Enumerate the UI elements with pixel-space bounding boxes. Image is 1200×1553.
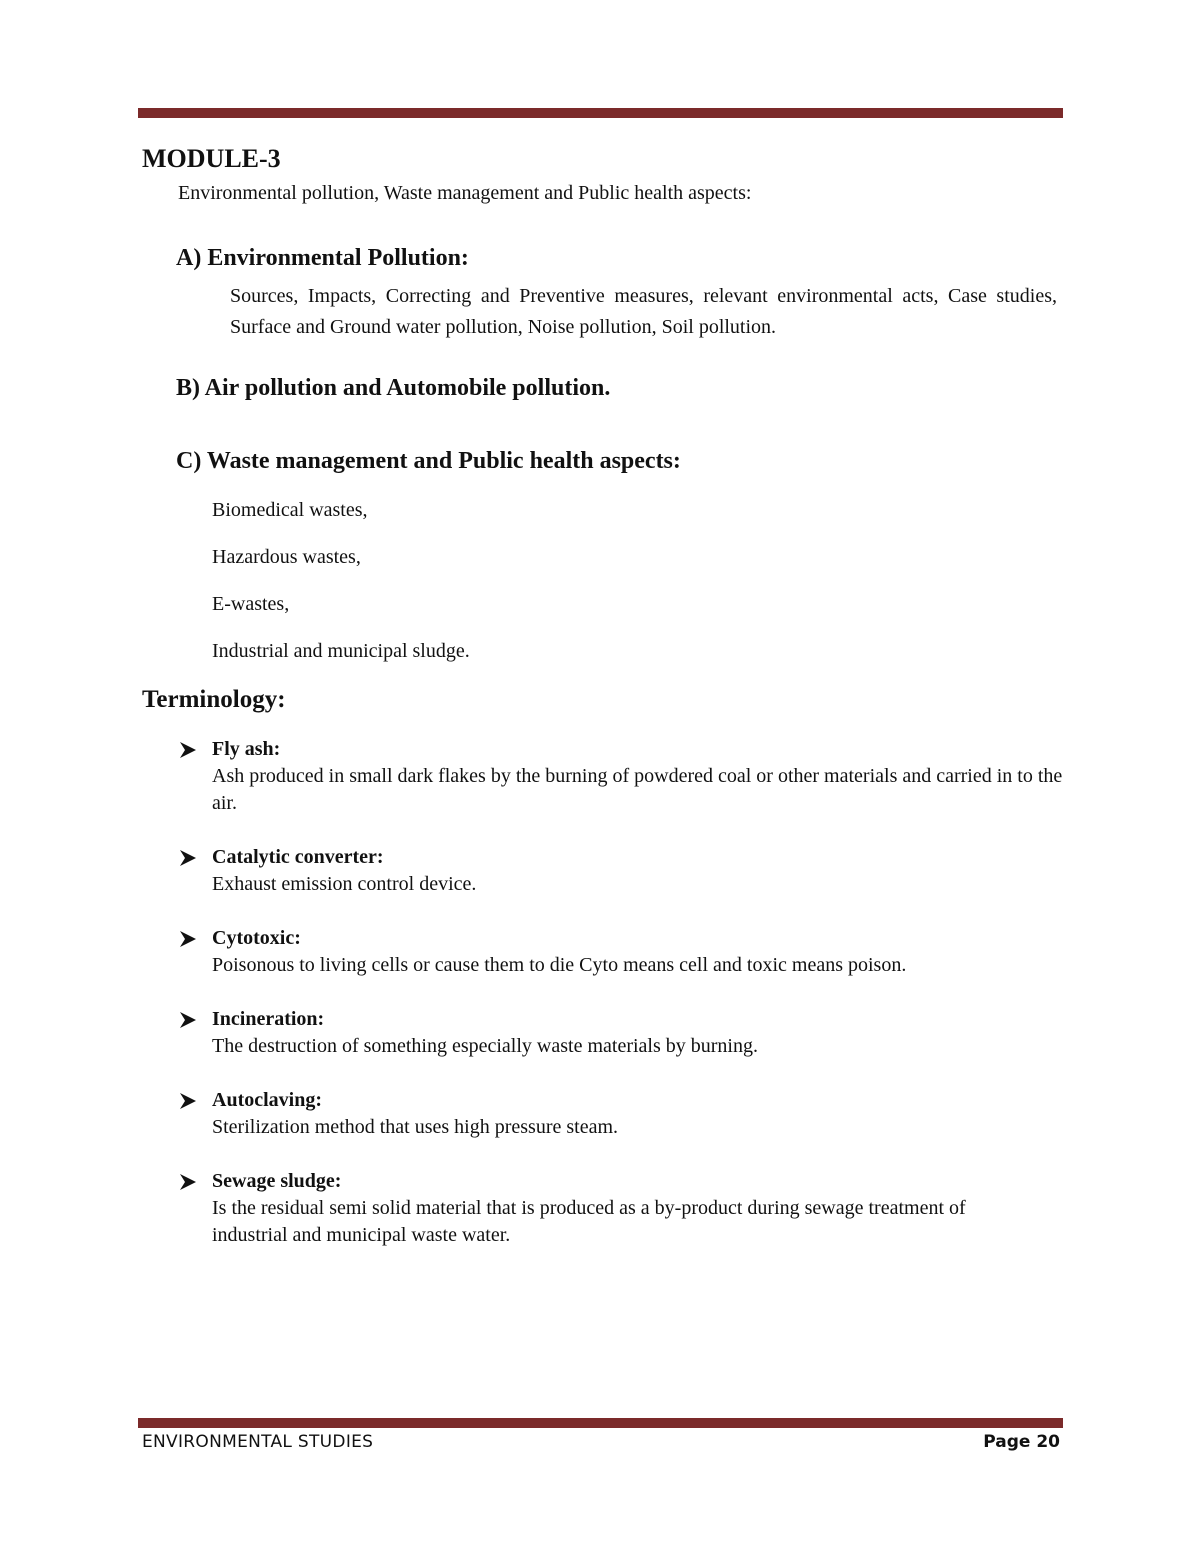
waste-item: Industrial and municipal sludge. — [212, 640, 470, 662]
term-name: Fly ash: — [212, 738, 281, 760]
term-definition: Is the residual semi solid material that is produced as a by-product during sewage treatment of industrial and municipal waste water. — [212, 1197, 966, 1246]
term-incineration — [178, 1006, 1068, 1060]
terminology-title: Terminology: — [142, 686, 286, 713]
waste-item: Biomedical wastes, — [212, 499, 368, 521]
arrowhead-bullet-icon — [178, 1091, 198, 1111]
term-definition: Ash produced in small dark flakes by the burning of powdered coal or other materials and carried in to the air. — [212, 765, 1063, 814]
term-autoclaving — [178, 1087, 1068, 1141]
term-name: Catalytic converter: — [212, 846, 384, 868]
term-fly-ash — [178, 736, 1068, 817]
page-number: Page 20 — [983, 1432, 1060, 1452]
arrowhead-bullet-icon — [178, 929, 198, 949]
arrowhead-bullet-icon — [178, 740, 198, 760]
waste-item: E-wastes, — [212, 593, 290, 615]
section-a-heading: A) Environmental Pollution: — [176, 245, 469, 271]
section-c-heading: C) Waste management and Public health aspects: — [176, 448, 681, 474]
section-b-heading: B) Air pollution and Automobile pollution. — [176, 375, 611, 401]
term-sewage-sludge — [178, 1168, 998, 1249]
term-definition: Poisonous to living cells or cause them to die Cyto means cell and toxic means poison. — [212, 954, 907, 976]
term-definition: The destruction of something especially waste materials by burning. — [212, 1035, 758, 1057]
term-name: Sewage sludge: — [212, 1170, 342, 1192]
module-subtitle: Environmental pollution, Waste management and Public health aspects: — [178, 182, 752, 204]
module-title: MODULE-3 — [142, 144, 281, 173]
term-catalytic-converter — [178, 844, 1068, 898]
term-definition: Sterilization method that uses high pressure steam. — [212, 1116, 619, 1138]
term-name: Autoclaving: — [212, 1089, 322, 1111]
arrowhead-bullet-icon — [178, 1172, 198, 1192]
term-name: Incineration: — [212, 1008, 325, 1030]
footer-title: ENVIRONMENTAL STUDIES — [142, 1432, 374, 1452]
term-name: Cytotoxic: — [212, 927, 301, 949]
arrowhead-bullet-icon — [178, 1010, 198, 1030]
term-cytotoxic — [178, 925, 1068, 979]
waste-item: Hazardous wastes, — [212, 546, 361, 568]
term-definition: Exhaust emission control device. — [212, 873, 477, 895]
arrowhead-bullet-icon — [178, 848, 198, 868]
section-a-body: Sources, Impacts, Correcting and Preventive measures, relevant environmental acts, Case studies, Surface and Ground water pollution, Noise pollution, Soil pollution. — [230, 285, 1057, 338]
footer-rule — [138, 1418, 1063, 1428]
header-rule — [138, 108, 1063, 118]
